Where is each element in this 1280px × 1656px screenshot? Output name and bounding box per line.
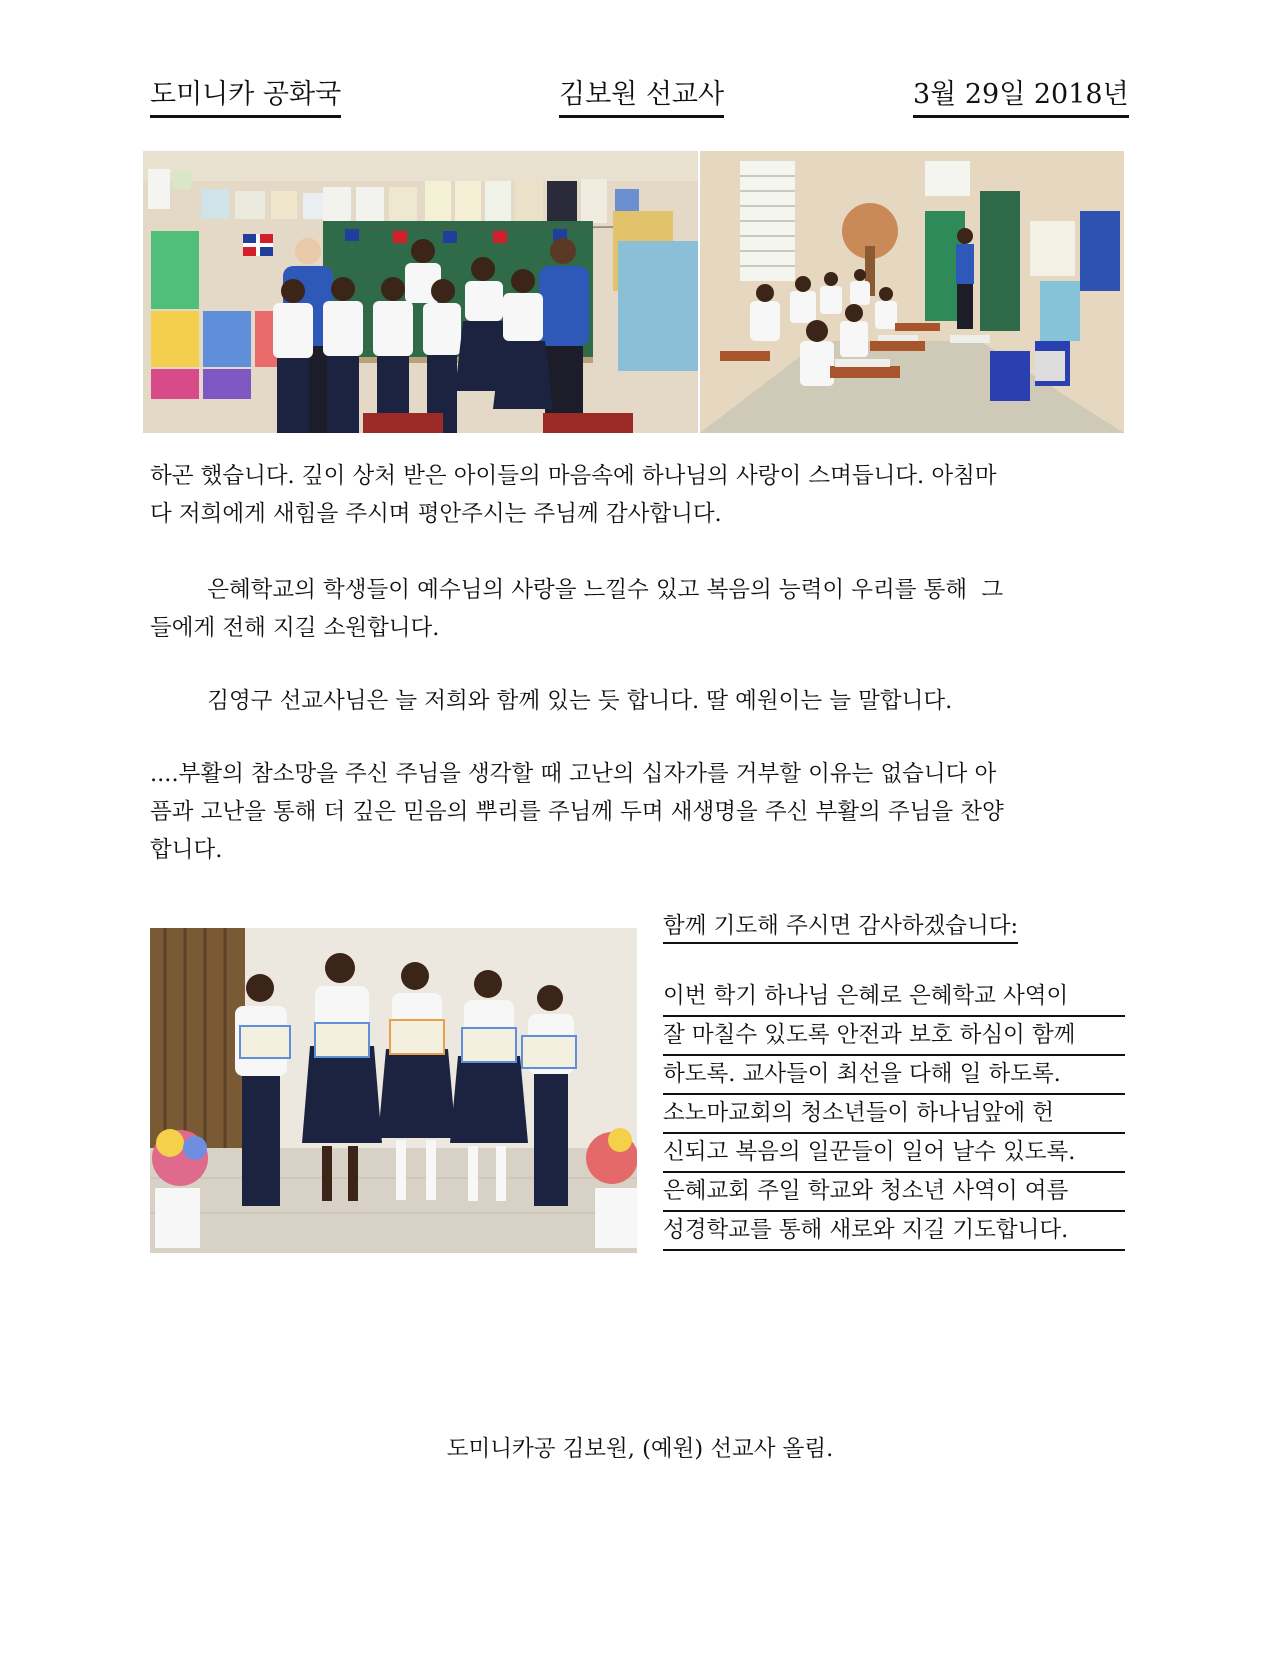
header-date: 3월 29일 2018년: [913, 72, 1129, 118]
paragraph-4: [150, 755, 1125, 869]
classroom-group-photo: [143, 151, 698, 433]
paragraph-line: 김영구 선교사님은 늘 저희와 함께 있는 듯 합니다. 딸 예원이는 늘 말합니다.: [150, 688, 953, 714]
prayer-line: 신되고 복음의 일꾼들이 일어 날수 있도록.: [663, 1136, 1125, 1173]
paragraph-line: 하곤 했습니다. 깊이 상처 받은 아이들의 마음속에 하나님의 사랑이 스며듭니다. 아침마: [150, 463, 997, 489]
prayer-title: 함께 기도해 주시면 감사하겠습니다:: [663, 908, 1018, 944]
paragraph-line: 은혜학교의 학생들이 예수님의 사랑을 느낄수 있고 복음의 능력이 우리를 통해 그: [150, 577, 1004, 603]
prayer-line: 소노마교회의 청소년들이 하나님앞에 헌: [663, 1097, 1125, 1134]
paragraph-line: 들에게 전해 지길 소원합니다.: [150, 615, 440, 641]
prayer-line: 성경학교를 통해 새로와 지길 기도합니다.: [663, 1214, 1125, 1251]
prayer-line: 이번 학기 하나님 은혜로 은혜학교 사역이: [663, 980, 1125, 1017]
prayer-line: 은혜교회 주일 학교와 청소년 사역이 여름: [663, 1175, 1125, 1212]
paragraph-line: 합니다.: [150, 837, 223, 863]
header-country: 도미니카 공화국: [150, 72, 341, 118]
prayer-list: [663, 980, 1125, 1253]
award-students-photo: [150, 928, 637, 1253]
header-missionary: 김보원 선교사: [559, 72, 724, 118]
paragraph-line: 픔과 고난을 통해 더 깊은 믿음의 뿌리를 주님께 두며 새생명을 주신 부활의 주님을 찬양: [150, 799, 1004, 825]
paragraph-1: [150, 457, 1125, 533]
paragraph-3: [150, 682, 1125, 720]
signature: 도미니카공 김보원, (예원) 선교사 올림.: [446, 1436, 834, 1462]
classroom-desks-photo: [700, 151, 1124, 433]
paragraph-line: ....부활의 참소망을 주신 주님을 생각할 때 고난의 십자가를 거부할 이유는 없습니다 아: [150, 761, 997, 787]
prayer-line: 하도록. 교사들이 최선을 다해 일 하도록.: [663, 1058, 1125, 1095]
paragraph-2: [150, 571, 1125, 647]
paragraph-line: 다 저희에게 새힘을 주시며 평안주시는 주님께 감사합니다.: [150, 501, 722, 527]
prayer-line: 잘 마칠수 있도록 안전과 보호 하심이 함께: [663, 1019, 1125, 1056]
